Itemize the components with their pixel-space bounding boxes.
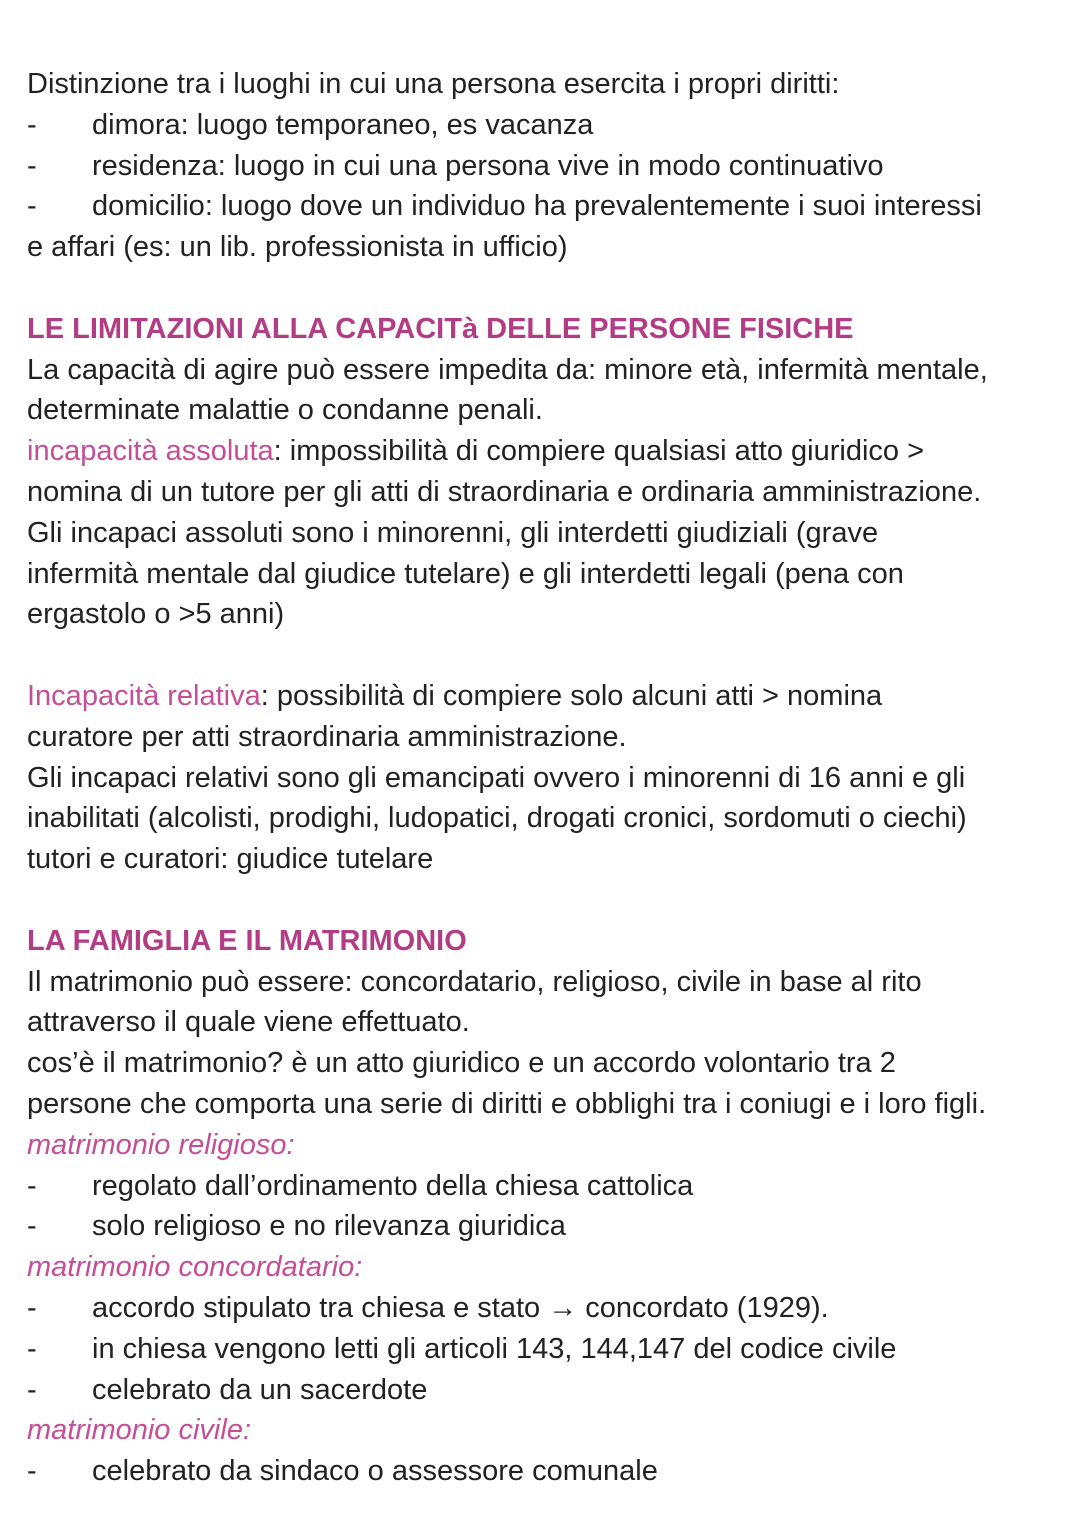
list-item-dimora: - dimora: luogo temporaneo, es vacanza [27, 108, 594, 141]
concordat-marriage-term: matrimonio concordatario: [27, 1251, 363, 1284]
family-intro-line: Il matrimonio può essere: concordatario, religioso, civile in base al rito [27, 965, 922, 998]
relative-incapacity-text: curatore per atti straordinaria amministrazione. [27, 720, 627, 753]
absolute-incapacity-term: incapacità assoluta [27, 435, 274, 468]
family-heading: LA FAMIGLIA E IL MATRIMONIO [27, 924, 467, 957]
list-item: - regolato dall’ordinamento della chiesa cattolica [27, 1169, 694, 1202]
limitations-intro-line: La capacità di agire può essere impedita da: minore età, infermità mentale, [27, 353, 988, 386]
family-intro-line: persone che comporta una serie di diritti e obblighi tra i coniugi e i loro figli. [27, 1087, 987, 1120]
absolute-incapacity-text: ergastolo o >5 anni) [27, 598, 285, 631]
relative-incapacity-text: inabilitati (alcolisti, prodighi, ludopatici, drogati cronici, sordomuti o ciechi) [27, 802, 967, 835]
limitations-intro-line: determinate malattie o condanne penali. [27, 394, 543, 427]
relative-incapacity-term: Incapacità relativa [27, 679, 261, 712]
list-item: - celebrato da un sacerdote [27, 1373, 428, 1406]
absolute-incapacity-text: nomina di un tutore per gli atti di straordinaria e ordinaria amministrazione. [27, 475, 982, 508]
spacer [27, 268, 1062, 309]
religious-marriage-term: matrimonio religioso: [27, 1128, 295, 1161]
residence-continuation: e affari (es: un lib. professionista in ufficio) [27, 231, 568, 264]
spacer [27, 635, 1062, 676]
list-item: - celebrato da sindaco o assessore comunale [27, 1455, 658, 1488]
spacer [27, 880, 1062, 921]
absolute-incapacity-text: Gli incapaci assoluti sono i minorenni, gli interdetti giudiziali (grave [27, 516, 879, 549]
notes-page [27, 64, 1062, 1492]
family-intro-line: attraverso il quale viene effettuato. [27, 1006, 470, 1039]
list-item: - in chiesa vengono letti gli articoli 143, 144,147 del codice civile [27, 1332, 897, 1365]
list-item: - accordo stipulato tra chiesa e stato → concordato (1929). [27, 1291, 829, 1324]
limitations-heading: LE LIMITAZIONI ALLA CAPACITà DELLE PERSONE FISICHE [27, 312, 854, 345]
list-item-domicilio: - domicilio: luogo dove un individuo ha prevalentemente i suoi interessi [27, 190, 982, 223]
family-intro-line: cos’è il matrimonio? è un atto giuridico e un accordo volontario tra 2 [27, 1047, 896, 1080]
absolute-incapacity-line: incapacità assoluta: impossibilità di compiere qualsiasi atto giuridico > [27, 435, 925, 468]
relative-incapacity-text: tutori e curatori: giudice tutelare [27, 843, 434, 876]
residence-intro: Distinzione tra i luoghi in cui una persona esercita i propri diritti: [27, 68, 840, 100]
list-item: - solo religioso e no rilevanza giuridica [27, 1210, 566, 1243]
relative-incapacity-text: Gli incapaci relativi sono gli emancipati ovvero i minorenni di 16 anni e gli [27, 761, 966, 794]
absolute-incapacity-text: infermità mentale dal giudice tutelare) e gli interdetti legali (pena con [27, 557, 904, 590]
civil-marriage-term: matrimonio civile: [27, 1414, 252, 1447]
relative-incapacity-line: Incapacità relativa: possibilità di compiere solo alcuni atti > nomina [27, 679, 883, 712]
list-item-residenza: - residenza: luogo in cui una persona vive in modo continuativo [27, 149, 884, 182]
